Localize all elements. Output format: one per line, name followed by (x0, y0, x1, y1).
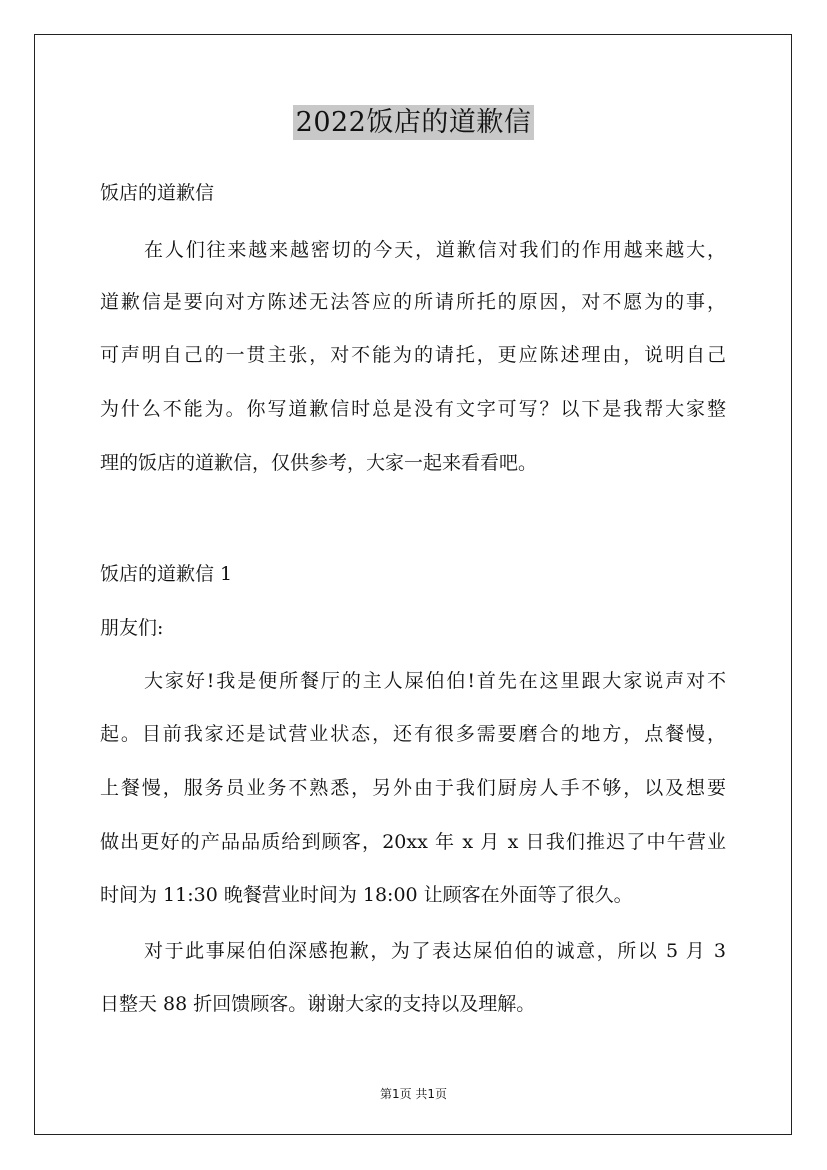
page-footer: 第1页 共1页 (379, 1087, 448, 1101)
body-line: 起。目前我家还是试营业状态，还有很多需要磨合的地方，点餐慢， (100, 723, 726, 745)
greeting: 朋友们: (100, 617, 164, 639)
subtitle: 饭店的道歉信 (100, 182, 215, 204)
intro-line: 理的饭店的道歉信，仅供参考，大家一起来看看吧。 (100, 452, 538, 474)
body-line: 时间为 11:30 晚餐营业时间为 18:00 让顾客在外面等了很久。 (100, 884, 633, 906)
body-line: 做出更好的产品品质给到顾客，20xx 年 x 月 x 日我们推迟了中午营业 (100, 831, 726, 853)
document-title-wrap (0, 100, 827, 139)
body-line: 日整天 88 折回馈顾客。谢谢大家的支持以及理解。 (100, 993, 536, 1015)
body-line: 对于此事屎伯伯深感抱歉，为了表达屎伯伯的诚意，所以 5 月 3 (144, 940, 726, 962)
document-title: 2022饭店的道歉信 (293, 105, 535, 140)
intro-line: 可声明自己的一贯主张，对不能为的请托，更应陈述理由，说明自己 (100, 344, 726, 366)
section-heading: 饭店的道歉信 1 (100, 563, 233, 585)
body-line: 上餐慢，服务员业务不熟悉，另外由于我们厨房人手不够，以及想要 (100, 777, 726, 799)
intro-line: 在人们往来越来越密切的今天，道歉信对我们的作用越来越大， (144, 239, 726, 261)
intro-line: 为什么不能为。你写道歉信时总是没有文字可写？以下是我帮大家整 (100, 398, 726, 420)
body-line: 大家好!我是便所餐厅的主人屎伯伯!首先在这里跟大家说声对不 (144, 670, 726, 692)
intro-line: 道歉信是要向对方陈述无法答应的所请所托的原因，对不愿为的事， (100, 291, 726, 313)
